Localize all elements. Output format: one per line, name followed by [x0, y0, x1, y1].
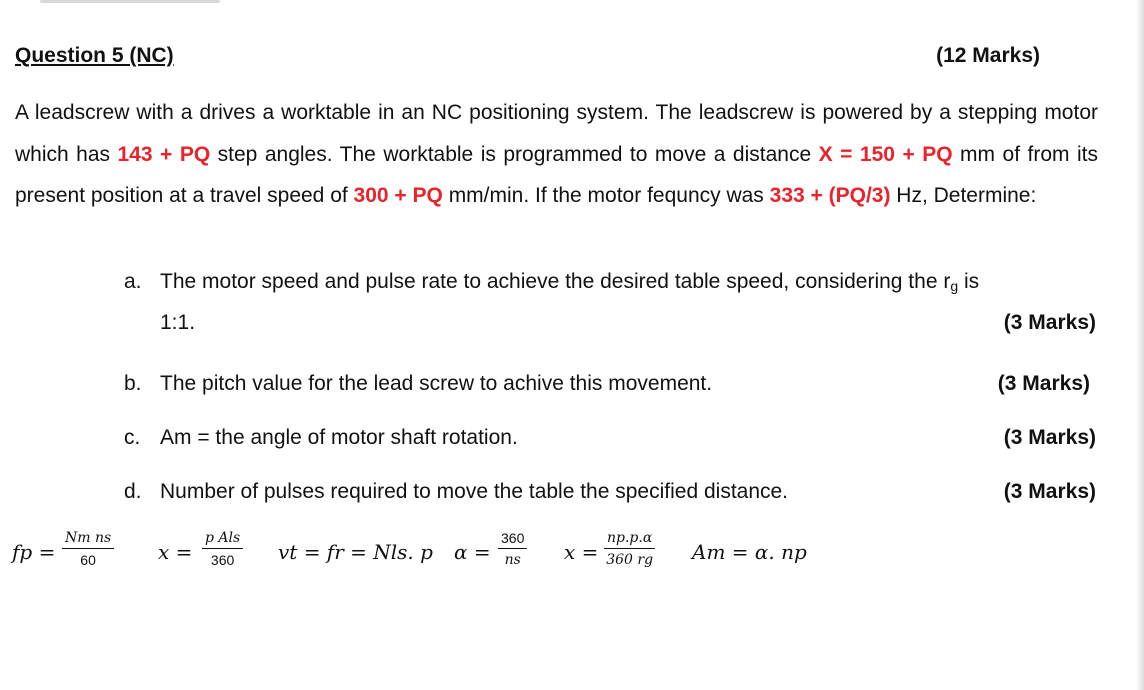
page-edge-shadow — [1136, 0, 1144, 690]
formula-numerator: np.p.α — [604, 530, 655, 549]
formula-numerator: p Als — [202, 530, 243, 549]
formula-denominator: 60 — [80, 552, 96, 568]
paragraph-text-5: Hz, Determine: — [890, 184, 1037, 207]
sub-question-letter: c. — [124, 426, 141, 449]
formula-pulse-frequency — [12, 526, 132, 586]
motor-frequency-value: 333 + (PQ/3) — [769, 184, 891, 207]
question-paragraph — [15, 92, 1098, 217]
formula-denominator: 360 — [210, 552, 235, 568]
formula-lhs: α = — [454, 540, 491, 564]
sub-question-text-line2: 1:1. — [160, 311, 196, 334]
formula-denominator: 360 rg — [606, 552, 654, 568]
formula-lhs: x = — [158, 540, 193, 564]
formula-travel-speed — [278, 526, 458, 586]
sub-question-letter: b. — [124, 372, 142, 395]
formula-shaft-angle — [692, 526, 832, 586]
sub-question-text: The pitch value for the lead screw to achive this movement. — [160, 372, 713, 395]
distance-value: X = 150 + PQ — [818, 142, 953, 166]
formula-expression: Am = α. np — [692, 540, 807, 564]
sub-question-letter: d. — [124, 480, 142, 503]
sub-question-marks: (3 Marks) — [1003, 426, 1096, 449]
sub-question-marks: (3 Marks) — [997, 372, 1090, 395]
formula-expression: vt = fr = Nls. p — [278, 540, 433, 564]
formula-lhs: fp = — [12, 540, 56, 564]
paragraph-text-1: A leadscrew with a drives a worktable in an NC positioning system. The leadscrew is powered by a stepping motor which has — [15, 101, 1098, 166]
formula-denominator: ns — [504, 552, 521, 568]
top-strip — [0, 0, 1144, 6]
paragraph-text-2: step angles. The worktable is programmed to move a distance — [210, 142, 819, 166]
formula-fraction — [202, 530, 243, 568]
sub-question-c — [124, 426, 1096, 454]
formula-fraction — [498, 530, 527, 568]
travel-speed-value: 300 + PQ — [353, 184, 443, 207]
formula-fraction — [62, 530, 114, 568]
sub-question-marks: (3 Marks) — [1003, 480, 1096, 503]
formula-row — [12, 526, 832, 586]
sub-question-b — [124, 372, 1096, 400]
sub-question-text-part: is — [958, 270, 980, 293]
formula-numerator: 360 — [498, 530, 527, 549]
step-angles-value: 143 + PQ — [117, 142, 211, 166]
question-total-marks: (12 Marks) — [936, 44, 1040, 67]
question-header — [15, 44, 1040, 74]
sub-question-letter: a. — [124, 270, 142, 293]
paragraph-text-4: mm/min. If the motor fequncy was — [442, 184, 770, 207]
sub-question-text: Number of pulses required to move the table the specified distance. — [160, 480, 789, 503]
formula-step-angle — [454, 526, 554, 586]
sub-question-marks: (3 Marks) — [1003, 311, 1096, 334]
sub-question-text-part: The motor speed and pulse rate to achieve the desired table speed, considering the r — [160, 270, 951, 293]
formula-lhs: x = — [564, 540, 599, 564]
rg-subscript: g — [950, 278, 959, 294]
paragraph-text-3: mm of from its present position at a travel speed of — [15, 142, 1099, 207]
sub-question-d — [124, 480, 1096, 508]
formula-distance — [158, 526, 268, 586]
sub-question-text — [160, 270, 979, 294]
cropped-header-mark — [40, 0, 220, 3]
sub-question-text: Am = the angle of motor shaft rotation. — [160, 426, 518, 449]
sub-question-a — [124, 270, 1096, 350]
formula-numerator: Nm ns — [62, 530, 114, 549]
formula-fraction — [604, 530, 655, 568]
formula-distance-alt — [564, 526, 684, 586]
question-title: Question 5 (NC) — [15, 44, 174, 67]
